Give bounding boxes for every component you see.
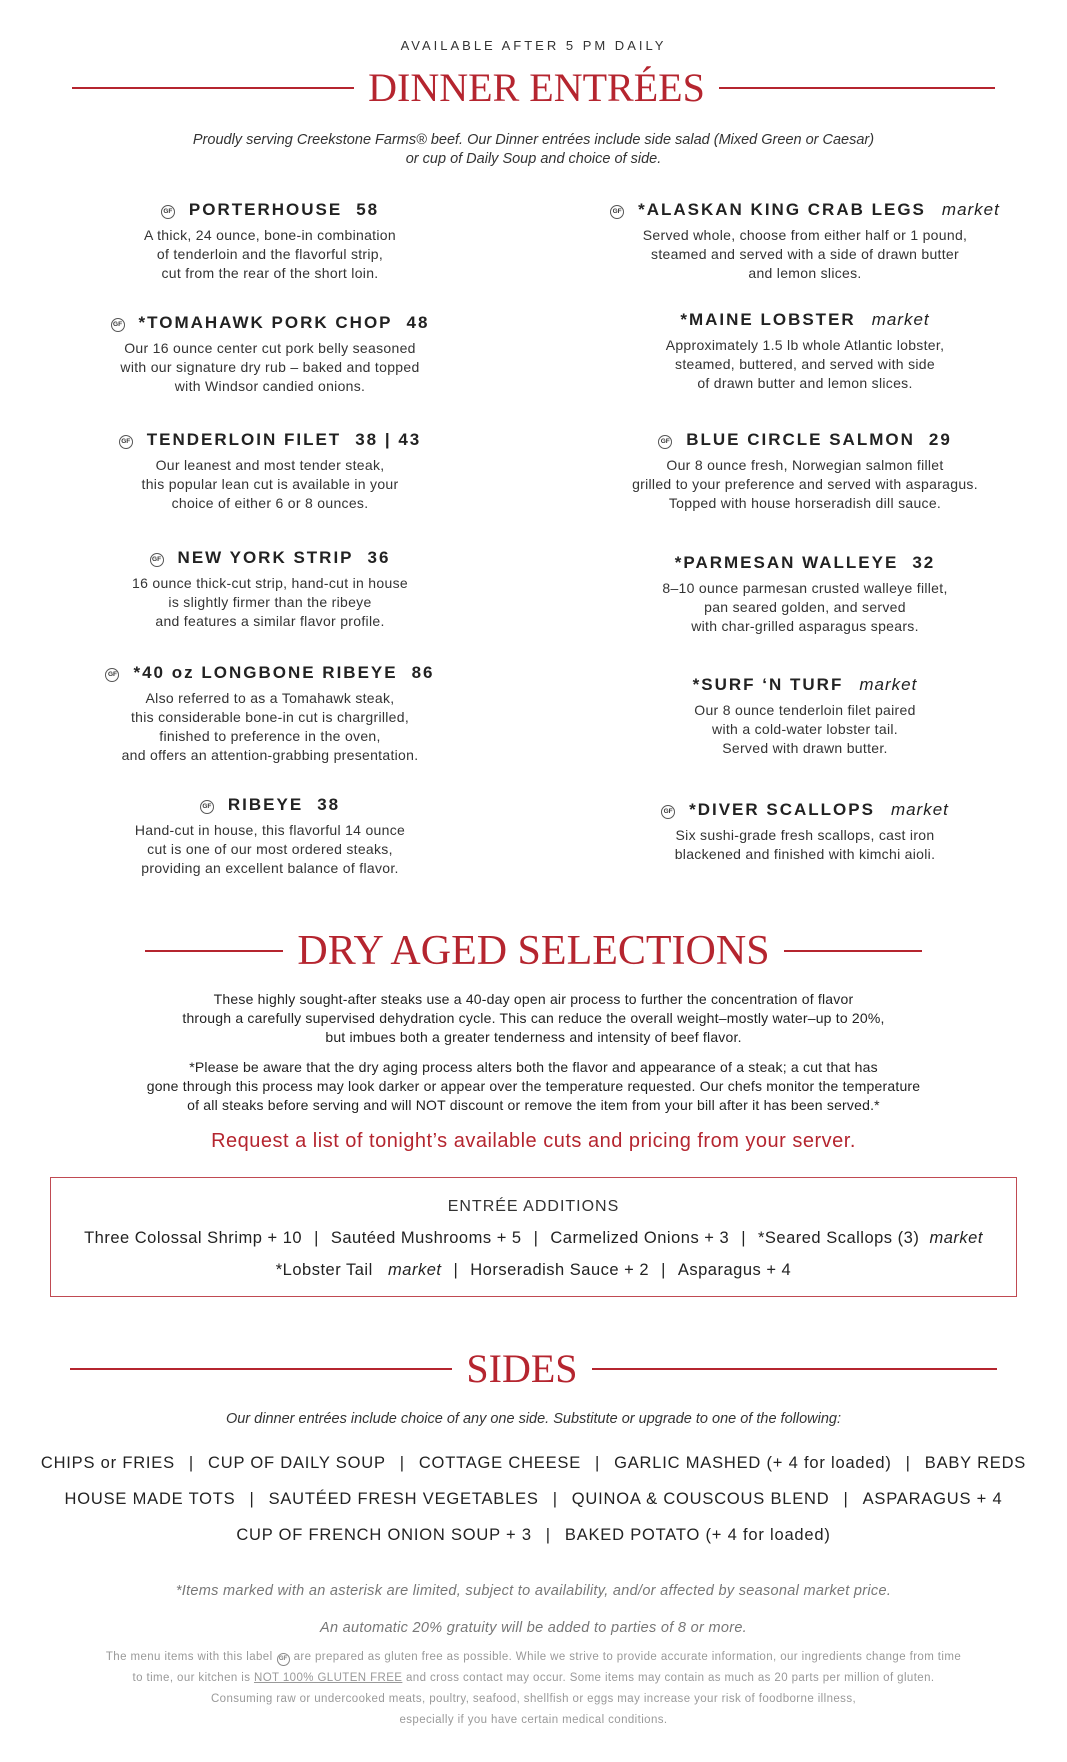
addition-shrimp: Three Colossal Shrimp + 10	[84, 1229, 303, 1247]
gluten-free-icon: GF	[277, 1653, 290, 1666]
item-desc-line: and features a similar flavor profile.	[155, 613, 385, 629]
side-item: CHIPS or FRIES	[40, 1454, 175, 1472]
gluten-free-icon: GF	[658, 435, 672, 449]
item-desc-line: and lemon slices.	[748, 265, 862, 281]
dry-aged-line: These highly sought-after steaks use a 40-day open air process to further the concentration of flavor	[213, 991, 854, 1007]
side-item: QUINOA & COUSCOUS BLEND	[571, 1490, 830, 1508]
dry-aged-line: *Please be aware that the dry aging process alters both the flavor and appearance of a steak; a cut that has	[189, 1059, 878, 1075]
entrees-intro	[0, 131, 1067, 169]
item-desc-line: Hand-cut in house, this flavorful 14 ounce	[134, 822, 406, 838]
additions-title: ENTRÉE ADDITIONS	[447, 1198, 620, 1215]
sides-row-1	[0, 1454, 1067, 1473]
addition-asparagus: Asparagus + 4	[677, 1261, 792, 1279]
item-desc-line: Our 8 ounce tenderloin filet paired	[694, 702, 916, 718]
item-price: 29	[928, 430, 952, 449]
item-desc-line: Topped with house horseradish dill sauce.	[668, 495, 942, 511]
item-desc-line: is slightly firmer than the ribeye	[168, 594, 372, 610]
separator: |	[314, 1229, 319, 1247]
dry-aged-line: gone through this process may look darker or appear over the temperature requested. Our chefs monitor the temperature	[146, 1078, 921, 1094]
item-price: 36	[367, 548, 391, 567]
gluten-free-icon: GF	[111, 318, 125, 332]
item-name: *ALASKAN KING CRAB LEGS	[638, 200, 926, 219]
item-price: market	[890, 800, 949, 819]
side-item: GARLIC MASHED (+ 4 for loaded)	[614, 1454, 892, 1472]
header-rule-left	[70, 1368, 452, 1370]
gluten-free-icon: GF	[105, 668, 119, 682]
item-desc-line: grilled to your preference and served with asparagus.	[632, 476, 978, 492]
item-name: *SURF ‘N TURF	[692, 675, 844, 694]
item-desc-line: with Windsor candied onions.	[174, 378, 366, 394]
item-desc-line: pan seared golden, and served	[704, 599, 906, 615]
item-desc-line: Our 8 ounce fresh, Norwegian salmon fillet	[666, 457, 944, 473]
separator: |	[399, 1454, 405, 1472]
addition-horseradish: Horseradish Sauce + 2	[470, 1261, 650, 1279]
item-price: 38	[317, 795, 341, 814]
intro-line-1: Proudly serving Creekstone Farms® beef. Our Dinner entrées include side salad (Mixed Green or Caesar)	[192, 132, 875, 148]
item-price: 48	[406, 313, 430, 332]
dry-aged-disclaimer	[60, 1058, 1007, 1115]
menu-item-diver-scallops	[570, 800, 1040, 864]
addition-onions: Carmelized Onions + 3	[550, 1229, 730, 1247]
gluten-free-icon: GF	[200, 800, 214, 814]
separator: |	[905, 1454, 911, 1472]
dry-aged-line: through a carefully supervised dehydration cycle. This can reduce the overall weight–mostly water–up to 20%,	[182, 1010, 885, 1026]
item-price: market	[941, 200, 1000, 219]
header-rule-right	[784, 950, 922, 952]
item-desc-line: of tenderloin and the flavorful strip,	[156, 246, 384, 262]
asterisk-note: *Items marked with an asterisk are limited, subject to availability, and/or affected by seasonal market price.	[175, 1583, 892, 1599]
item-name: PORTERHOUSE	[188, 200, 343, 219]
item-desc-line: with our signature dry rub – baked and topped	[120, 359, 420, 375]
fine-line-4: especially if you have certain medical conditions.	[399, 1714, 668, 1726]
gratuity-note: An automatic 20% gratuity will be added to parties of 8 or more.	[319, 1620, 748, 1636]
request-cuts-note: Request a list of tonight’s available cuts and pricing from your server.	[211, 1130, 856, 1152]
item-name: NEW YORK STRIP	[177, 548, 354, 567]
item-desc-line: Served whole, choose from either half or 1 pound,	[642, 227, 968, 243]
additions-row-1	[51, 1229, 1016, 1248]
addition-scallops-price: market	[929, 1229, 983, 1247]
dry-aged-line: of all steaks before serving and will NOT discount or remove the item from your bill after it has been served.*	[187, 1097, 880, 1113]
item-desc-line: cut from the rear of the short loin.	[161, 265, 379, 281]
item-name: BLUE CIRCLE SALMON	[686, 430, 915, 449]
item-desc-line: Served with drawn butter.	[722, 740, 888, 756]
additions-row-2	[51, 1261, 1016, 1280]
dry-aged-header	[0, 927, 1067, 975]
item-price: 58	[356, 200, 380, 219]
header-rule-right	[592, 1368, 997, 1370]
addition-mushrooms: Sautéed Mushrooms + 5	[330, 1229, 522, 1247]
fine-text: The menu items with this label	[105, 1651, 273, 1663]
dry-aged-description	[60, 990, 1007, 1047]
item-name: TENDERLOIN FILET	[146, 430, 342, 449]
item-name: RIBEYE	[227, 795, 304, 814]
separator: |	[188, 1454, 195, 1472]
side-item: CUP OF DAILY SOUP	[208, 1454, 386, 1472]
addition-lobster-tail: *Lobster Tail	[275, 1261, 373, 1279]
item-desc-line: Approximately 1.5 lb whole Atlantic lobster,	[665, 337, 945, 353]
fine-text: and cross contact may occur. Some items may contain as much as 20 parts per million of gluten.	[405, 1672, 935, 1684]
header-rule-left	[145, 950, 283, 952]
side-item: ASPARAGUS + 4	[862, 1490, 1003, 1508]
item-desc-line: this popular lean cut is available in your	[141, 476, 399, 492]
intro-line-2: or cup of Daily Soup and choice of side.	[405, 151, 662, 167]
item-price: 32	[912, 553, 936, 572]
dry-aged-line: but imbues both a greater tenderness and intensity of beef flavor.	[325, 1029, 742, 1045]
page-title: DINNER ENTRÉES	[368, 65, 705, 110]
sides-intro: Our dinner entrées include choice of any one side. Substitute or upgrade to one of the following:	[225, 1411, 842, 1427]
menu-item-ribeye	[40, 795, 500, 878]
menu-item-new-york-strip	[40, 548, 500, 631]
item-desc-line: of drawn butter and lemon slices.	[697, 375, 913, 391]
item-desc-line: and offers an attention-grabbing presentation.	[121, 747, 419, 763]
fine-text: are prepared as gluten free as possible. While we strive to provide accurate information, our ingredients change from time	[293, 1651, 962, 1663]
item-name: *TOMAHAWK PORK CHOP	[138, 313, 393, 332]
item-desc-line: steamed and served with a side of drawn butter	[651, 246, 959, 262]
menu-item-blue-circle-salmon	[570, 430, 1040, 513]
item-desc-line: 16 ounce thick-cut strip, hand-cut in house	[132, 575, 408, 591]
item-name: *PARMESAN WALLEYE	[674, 553, 899, 572]
addition-scallops: *Seared Scallops (3)	[757, 1229, 920, 1247]
separator: |	[249, 1490, 255, 1508]
menu-item-porterhouse	[40, 200, 500, 283]
addition-lobster-price: market	[388, 1261, 442, 1279]
sides-header	[0, 1345, 1067, 1392]
separator: |	[545, 1526, 551, 1544]
item-desc-line: Our leanest and most tender steak,	[155, 457, 385, 473]
dry-aged-title: DRY AGED SELECTIONS	[297, 928, 770, 974]
fine-print	[60, 1647, 1007, 1731]
separator: |	[453, 1261, 459, 1279]
side-item: COTTAGE CHEESE	[418, 1454, 582, 1472]
gluten-free-icon: GF	[161, 205, 175, 219]
menu-item-longbone-ribeye	[40, 663, 500, 765]
fine-line-1	[60, 1647, 1007, 1668]
side-item: HOUSE MADE TOTS	[64, 1490, 236, 1508]
dinner-entrees-header	[0, 64, 1067, 111]
item-desc-line: blackened and finished with kimchi aioli.	[674, 846, 936, 862]
side-item: BABY REDS	[924, 1454, 1027, 1472]
separator: |	[843, 1490, 849, 1508]
item-desc-line: finished to preference in the oven,	[159, 728, 381, 744]
item-desc-line: this considerable bone-in cut is chargrilled,	[130, 709, 410, 725]
item-price: market	[859, 675, 918, 694]
item-desc-line: with a cold-water lobster tail.	[712, 721, 898, 737]
sides-row-3	[0, 1526, 1067, 1545]
entree-additions-box	[50, 1177, 1017, 1297]
item-desc-line: steamed, buttered, and served with side	[675, 356, 935, 372]
item-price: 38 | 43	[355, 430, 422, 449]
separator: |	[661, 1261, 666, 1279]
side-item: BAKED POTATO (+ 4 for loaded)	[564, 1526, 831, 1544]
fine-line-3: Consuming raw or undercooked meats, poultry, seafood, shellfish or eggs may increase your risk of foodborne illness,	[210, 1693, 857, 1705]
side-item: CUP OF FRENCH ONION SOUP + 3	[236, 1526, 532, 1544]
item-desc-line: Our 16 ounce center cut pork belly seasoned	[124, 340, 416, 356]
menu-item-parmesan-walleye	[570, 553, 1040, 636]
gluten-warning: NOT 100% GLUTEN FREE	[253, 1672, 403, 1684]
item-price: 86	[411, 663, 435, 682]
item-desc-line: providing an excellent balance of flavor.	[141, 860, 399, 876]
side-item: SAUTÉED FRESH VEGETABLES	[268, 1490, 539, 1508]
menu-item-maine-lobster	[570, 310, 1040, 393]
gluten-free-icon: GF	[661, 805, 675, 819]
item-desc-line: choice of either 6 or 8 ounces.	[171, 495, 369, 511]
gluten-free-icon: GF	[119, 435, 133, 449]
item-desc-line: Six sushi-grade fresh scallops, cast iron	[675, 827, 935, 843]
item-desc-line: Also referred to as a Tomahawk steak,	[145, 690, 395, 706]
item-desc-line: 8–10 ounce parmesan crusted walleye fillet,	[662, 580, 948, 596]
gluten-free-icon: GF	[150, 553, 164, 567]
item-name: *MAINE LOBSTER	[680, 310, 856, 329]
menu-item-tenderloin-filet	[40, 430, 500, 513]
menu-item-tomahawk-pork-chop	[40, 313, 500, 396]
header-rule-left	[72, 87, 354, 89]
fine-text: to time, our kitchen is	[132, 1672, 251, 1684]
item-name: *40 oz LONGBONE RIBEYE	[133, 663, 398, 682]
item-name: *DIVER SCALLOPS	[689, 800, 875, 819]
sides-row-2	[0, 1490, 1067, 1509]
item-desc-line: cut is one of our most ordered steaks,	[147, 841, 393, 857]
item-desc-line: with char-grilled asparagus spears.	[691, 618, 919, 634]
gluten-free-icon: GF	[610, 205, 624, 219]
separator: |	[533, 1229, 539, 1247]
fine-line-2	[60, 1668, 1007, 1689]
item-desc-line: A thick, 24 ounce, bone-in combination	[144, 227, 396, 243]
menu-item-surf-n-turf	[570, 675, 1040, 758]
header-rule-right	[719, 87, 995, 89]
separator: |	[741, 1229, 746, 1247]
separator: |	[595, 1454, 601, 1472]
menu-item-king-crab-legs	[570, 200, 1040, 283]
item-price: market	[871, 310, 930, 329]
sides-title: SIDES	[466, 1346, 578, 1391]
separator: |	[552, 1490, 558, 1508]
availability-note: AVAILABLE AFTER 5 PM DAILY	[400, 38, 667, 53]
